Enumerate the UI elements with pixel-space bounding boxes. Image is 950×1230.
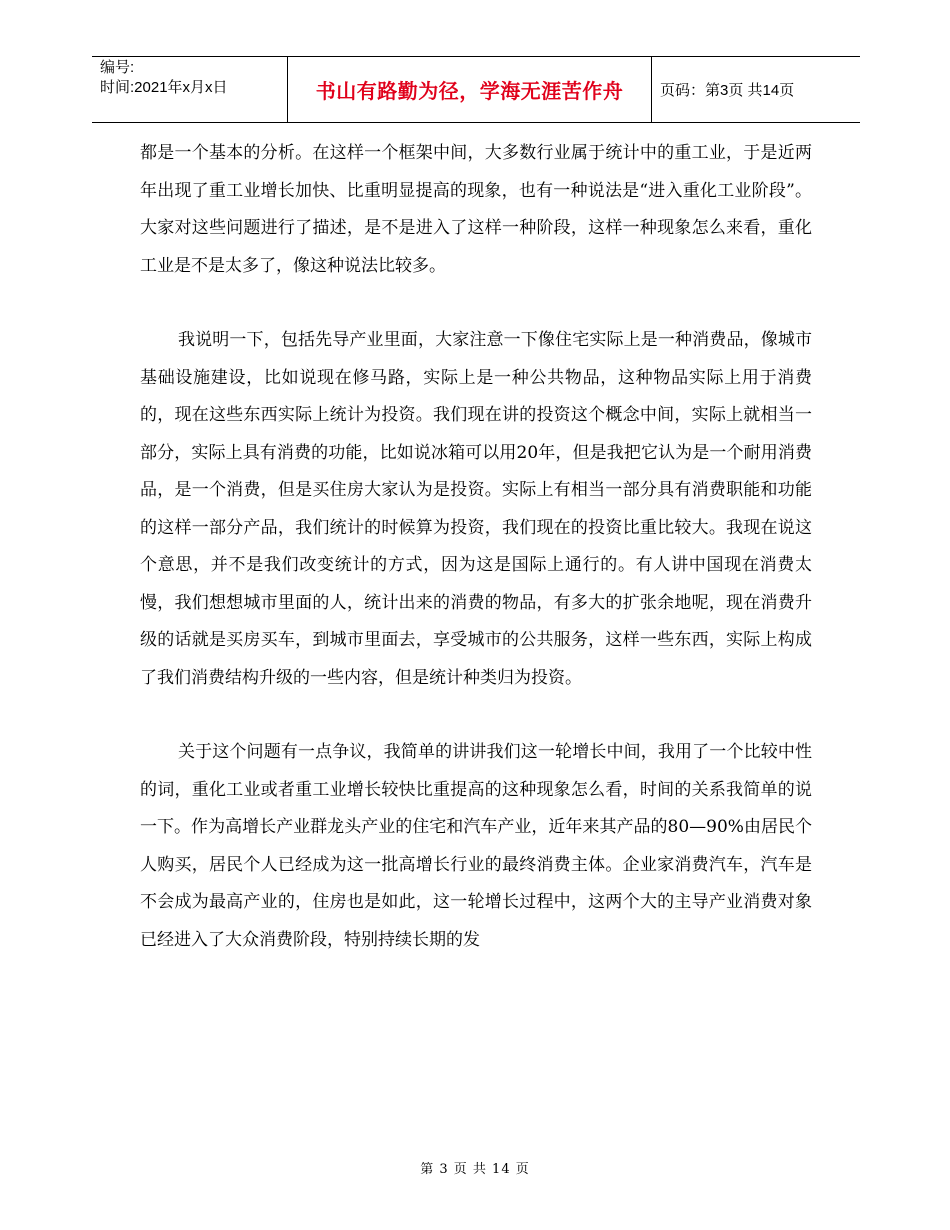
- paragraph: 关于这个问题有一点争议，我简单的讲讲我们这一轮增长中间，我用了一个比较中性的词，重化工业或者重工业增长较快比重提高的这种现象怎么看，时间的关系我简单的说一下。作为高增长产业群龙头产业的住宅和汽车产业，近年来其产品的80—90%由居民个人购买，居民个人已经成为这一批高增长行业的最终消费主体。企业家消费汽车，汽车是不会成为最高产业的，住房也是如此，这一轮增长过程中，这两个大的主导产业消费对象已经进入了大众消费阶段，特别持续长期的发: [140, 742, 812, 950]
- paragraph-gap: [140, 697, 812, 734]
- page-footer: 第 3 页 共 14 页: [420, 1162, 530, 1177]
- paragraph: 都是一个基本的分析。在这样一个框架中间，大多数行业属于统计中的重工业，于是近两年出现了重工业增长加快、比重明显提高的现象，也有一种说法是“进入重化工业阶段”。大家对这些问题进行了描述，是不是进入了这样一种阶段，这样一种现象怎么来看，重化工业是不是太多了，像这种说法比较多。: [140, 143, 812, 276]
- header-motto: 书山有路勤为径，学海无涯苦作舟: [315, 78, 624, 103]
- header-meta: [100, 58, 228, 98]
- document-body: [140, 135, 812, 959]
- header-divider-right: [651, 56, 652, 122]
- header-page-info: 页码：第3页 共14页: [660, 81, 795, 99]
- header-bottom-rule: [92, 122, 860, 123]
- document-number-label: 编号:: [100, 59, 135, 76]
- document-time-label: 时间:2021年x月x日: [100, 79, 228, 96]
- paragraph-gap: [140, 285, 812, 322]
- paragraph: 我说明一下，包括先导产业里面，大家注意一下像住宅实际上是一种消费品，像城市基础设施建设，比如说现在修马路，实际上是一种公共物品，这种物品实际上用于消费的，现在这些东西实际上统计为投资。我们现在讲的投资这个概念中间，实际上就相当一部分，实际上具有消费的功能，比如说冰箱可以用20年，但是我把它认为是一个耐用消费品，是一个消费，但是买住房大家认为是投资。实际上有相当一部分具有消费职能和功能的这样一部分产品，我们统计的时候算为投资，我们现在的投资比重比较大。我现在说这个意思，并不是我们改变统计的方式，因为这是国际上通行的。有人讲中国现在消费太慢，我们想想城市里面的人，统计出来的消费的物品，有多大的扩张余地呢，现在消费升级的话就是买房买车，到城市里面去，享受城市的公共服务，这样一些东西，实际上构成了我们消费结构升级的一些内容，但是统计种类归为投资。: [140, 330, 812, 688]
